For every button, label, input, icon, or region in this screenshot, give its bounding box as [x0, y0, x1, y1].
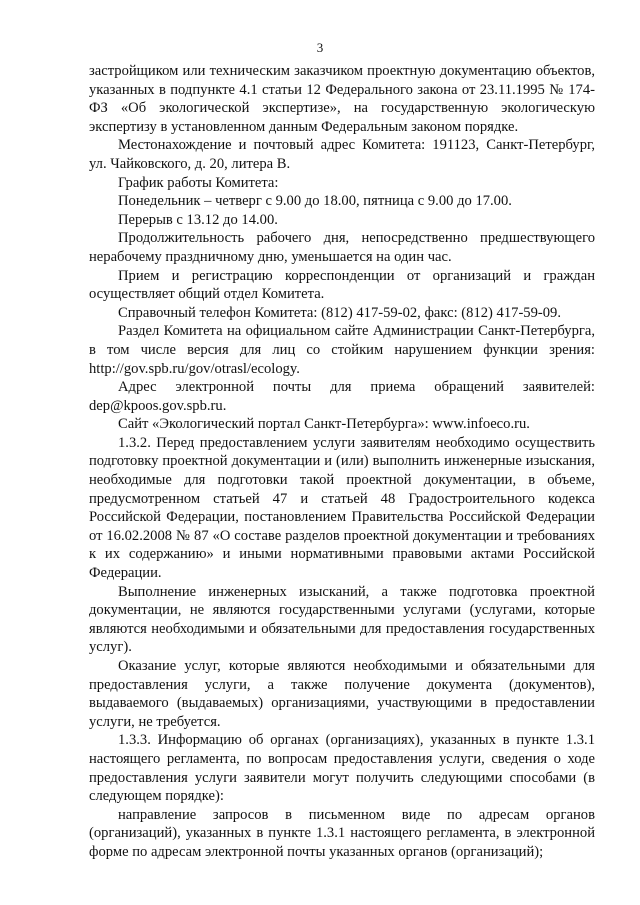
paragraph-correspondence: Прием и регистрацию корреспонденции от организаций и граждан осуществляет общий отдел Комитета. — [89, 267, 595, 303]
paragraph-schedule-heading: График работы Комитета: — [118, 174, 279, 191]
paragraph-1-3-2: 1.3.2. Перед предоставлением услуги заявителям необходимо осуществить подготовку проектной документации и (или) выполнить инженерные изыскания, необходимые для подготовки такой проектной документации, в объеме, предусмотренном статьей 47 и статьей 48 Градостроительного кодекса Российской Федерации, постановлением Правительства Российской Федерации от 16.02.2008 № 87 «О составе разделов проектной документации и требованиях к их содержанию» и иными нормативными правовыми актами Российской Федерации. — [89, 434, 595, 582]
paragraph-1: застройщиком или техническим заказчиком проектную документацию объектов, указанных в подпункте 4.1 статьи 12 Федерального закона от 23.11.1995 № 174-ФЗ «Об экологической экспертизе», на государственную экологическую экспертизу в установленном данным Федеральным законом порядке. — [89, 63, 595, 135]
paragraph-eco-portal: Сайт «Экологический портал Санкт-Петербурга»: www.infoeco.ru. — [118, 416, 530, 433]
paragraph-committee-address: Местонахождение и почтовый адрес Комитета: 191123, Санкт-Петербург, ул. Чайковского, д. 20, литера В. — [89, 137, 595, 172]
page-number: 3 — [316, 40, 324, 55]
paragraph-surveys: Выполнение инженерных изысканий, а также подготовка проектной документации, не являются государственными услугами (услугами, которые являются необходимыми и обязательными для предоставления государственных услуг). — [89, 583, 595, 656]
paragraph-services: Оказание услуг, которые являются необходимыми и обязательными для предоставления услуги, а также получение документа (документов), выдаваемого (выдаваемых) организациями, участвующими в предоставлении услуги, не требуется. — [89, 658, 595, 730]
paragraph-requests: направление запросов в письменном виде по адресам органов (организаций), указанных в пункте 1.3.1 настоящего регламента, в электронной форме по адресам электронной почты указанных органов (организаций); — [89, 806, 595, 860]
paragraph-phone: Справочный телефон Комитета: (812) 417-59-02, факс: (812) 417-59-09. — [118, 304, 562, 321]
paragraph-schedule-hours: Понедельник – четверг с 9.00 до 18.00, пятница с 9.00 до 17.00. — [118, 193, 512, 210]
paragraph-preholiday: Продолжительность рабочего дня, непосредственно предшествующего нерабочему праздничному дню, уменьшается на один час. — [89, 230, 595, 265]
paragraph-1-3-3: 1.3.3. Информацию об органах (организациях), указанных в пункте 1.3.1 настоящего регламента, по вопросам предоставления услуги, сведения о ходе предоставления услуги заявители могут получить следующими способами (в следующем порядке): — [89, 732, 595, 805]
paragraph-email: Адрес электронной почты для приема обращений заявителей: dep@kpoos.gov.spb.ru. — [89, 379, 595, 414]
document-body — [89, 62, 595, 862]
paragraph-website-section: Раздел Комитета на официальном сайте Администрации Санкт-Петербурга, в том числе версия для лиц со стойким нарушением функции зрения: http://gov.spb.ru/gov/otrasl/ecology. — [89, 323, 595, 377]
paragraph-break-time: Перерыв с 13.12 до 14.00. — [118, 211, 278, 228]
